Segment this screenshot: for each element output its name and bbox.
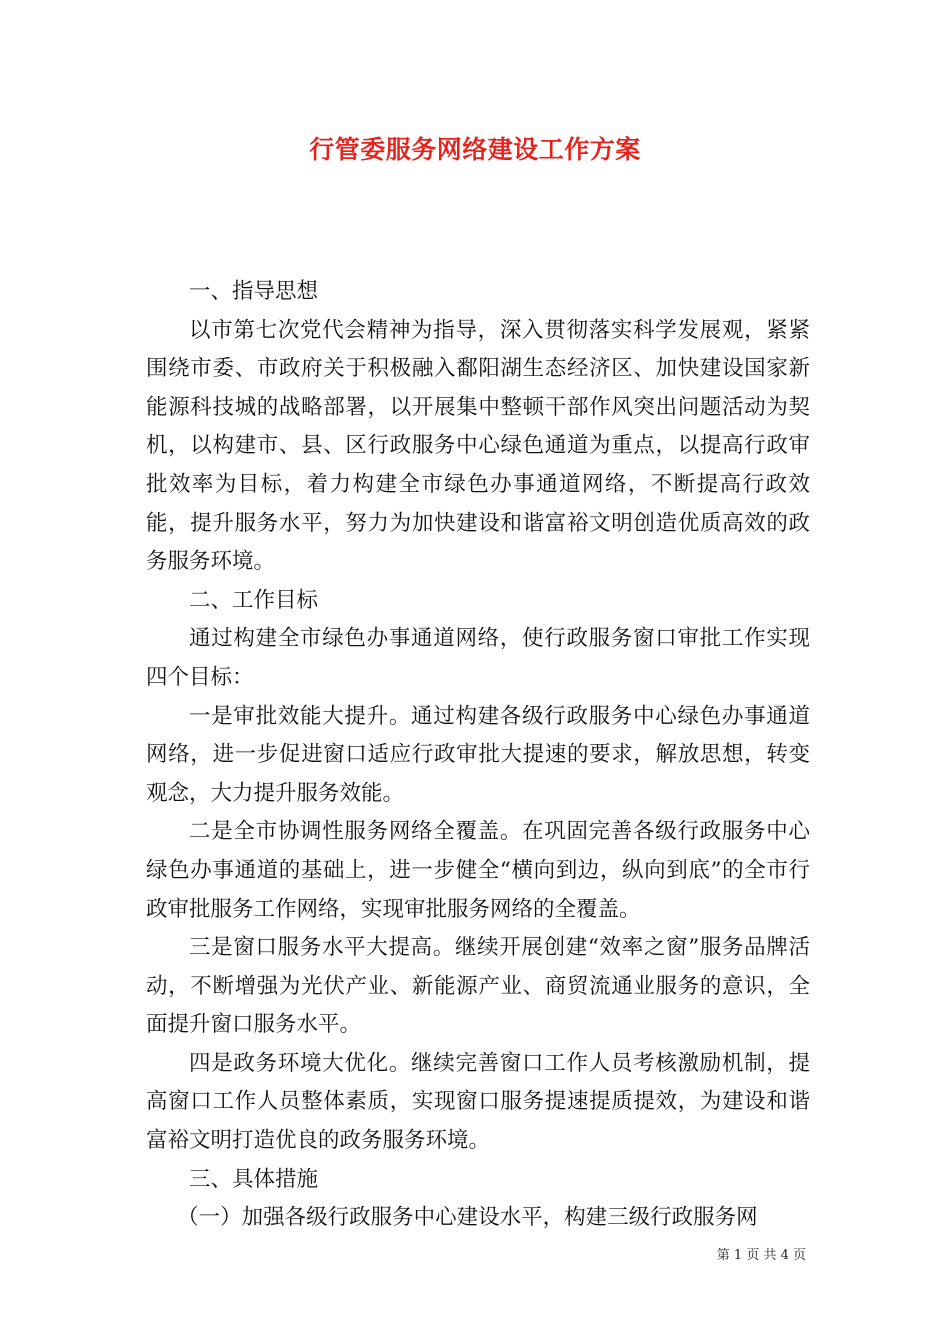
document-body — [146, 273, 810, 1238]
section-heading-guiding-ideology: 一、指导思想 — [189, 279, 319, 304]
paragraph-goal-4: 四是政务环境大优化。继续完善窗口工作人员考核激励机制，提高窗口工作人员整体素质，实现窗口服务提速提质提效，为建设和谐富裕文明打造优良的政务服务环境。 — [146, 1050, 810, 1154]
paragraph-measure-1: （一）加强各级行政服务中心建设水平，构建三级行政服务网 — [177, 1205, 758, 1231]
paragraph-goal-2: 二是全市协调性服务网络全覆盖。在巩固完善各级行政服务中心绿色办事通道的基础上，进一步健全“横向到边，纵向到底”的全市行政审批服务工作网络，实现审批服务网络的全覆盖。 — [146, 819, 810, 922]
paragraph-guiding-ideology: 以市第七次党代会精神为指导，深入贯彻落实科学发展观，紧紧围绕市委、市政府关于积极融入鄱阳湖生态经济区、加快建设国家新能源科技城的战略部署，以开展集中整顿干部作风突出问题活动为契机，以构建市、县、区行政服务中心绿色通道为重点，以提高行政审批效率为目标，着力构建全市绿色办事通道网络，不断提高行政效能，提升服务水平，努力为加快建设和谐富裕文明创造优质高效的政务服务环境。 — [146, 317, 810, 575]
section-heading-work-goals: 二、工作目标 — [189, 587, 319, 613]
paragraph-goals-intro: 通过构建全市绿色办事通道网络，使行政服务窗口审批工作实现四个目标： — [146, 626, 810, 690]
document-title: 行管委服务网络建设工作方案 — [309, 135, 641, 164]
paragraph-goal-3: 三是窗口服务水平大提高。继续开展创建“效率之窗”服务品牌活动，不断增强为光伏产业、新能源产业、商贸流通业服务的意识，全面提升窗口服务水平。 — [146, 935, 810, 1038]
section-heading-measures: 三、具体措施 — [189, 1166, 319, 1192]
paragraph-goal-1: 一是审批效能大提升。通过构建各级行政服务中心绿色办事通道网络，进一步促进窗口适应行政审批大提速的要求，解放思想，转变观念，大力提升服务效能。 — [146, 703, 810, 806]
page-number: 第 1 页 共 4 页 — [716, 1248, 806, 1263]
